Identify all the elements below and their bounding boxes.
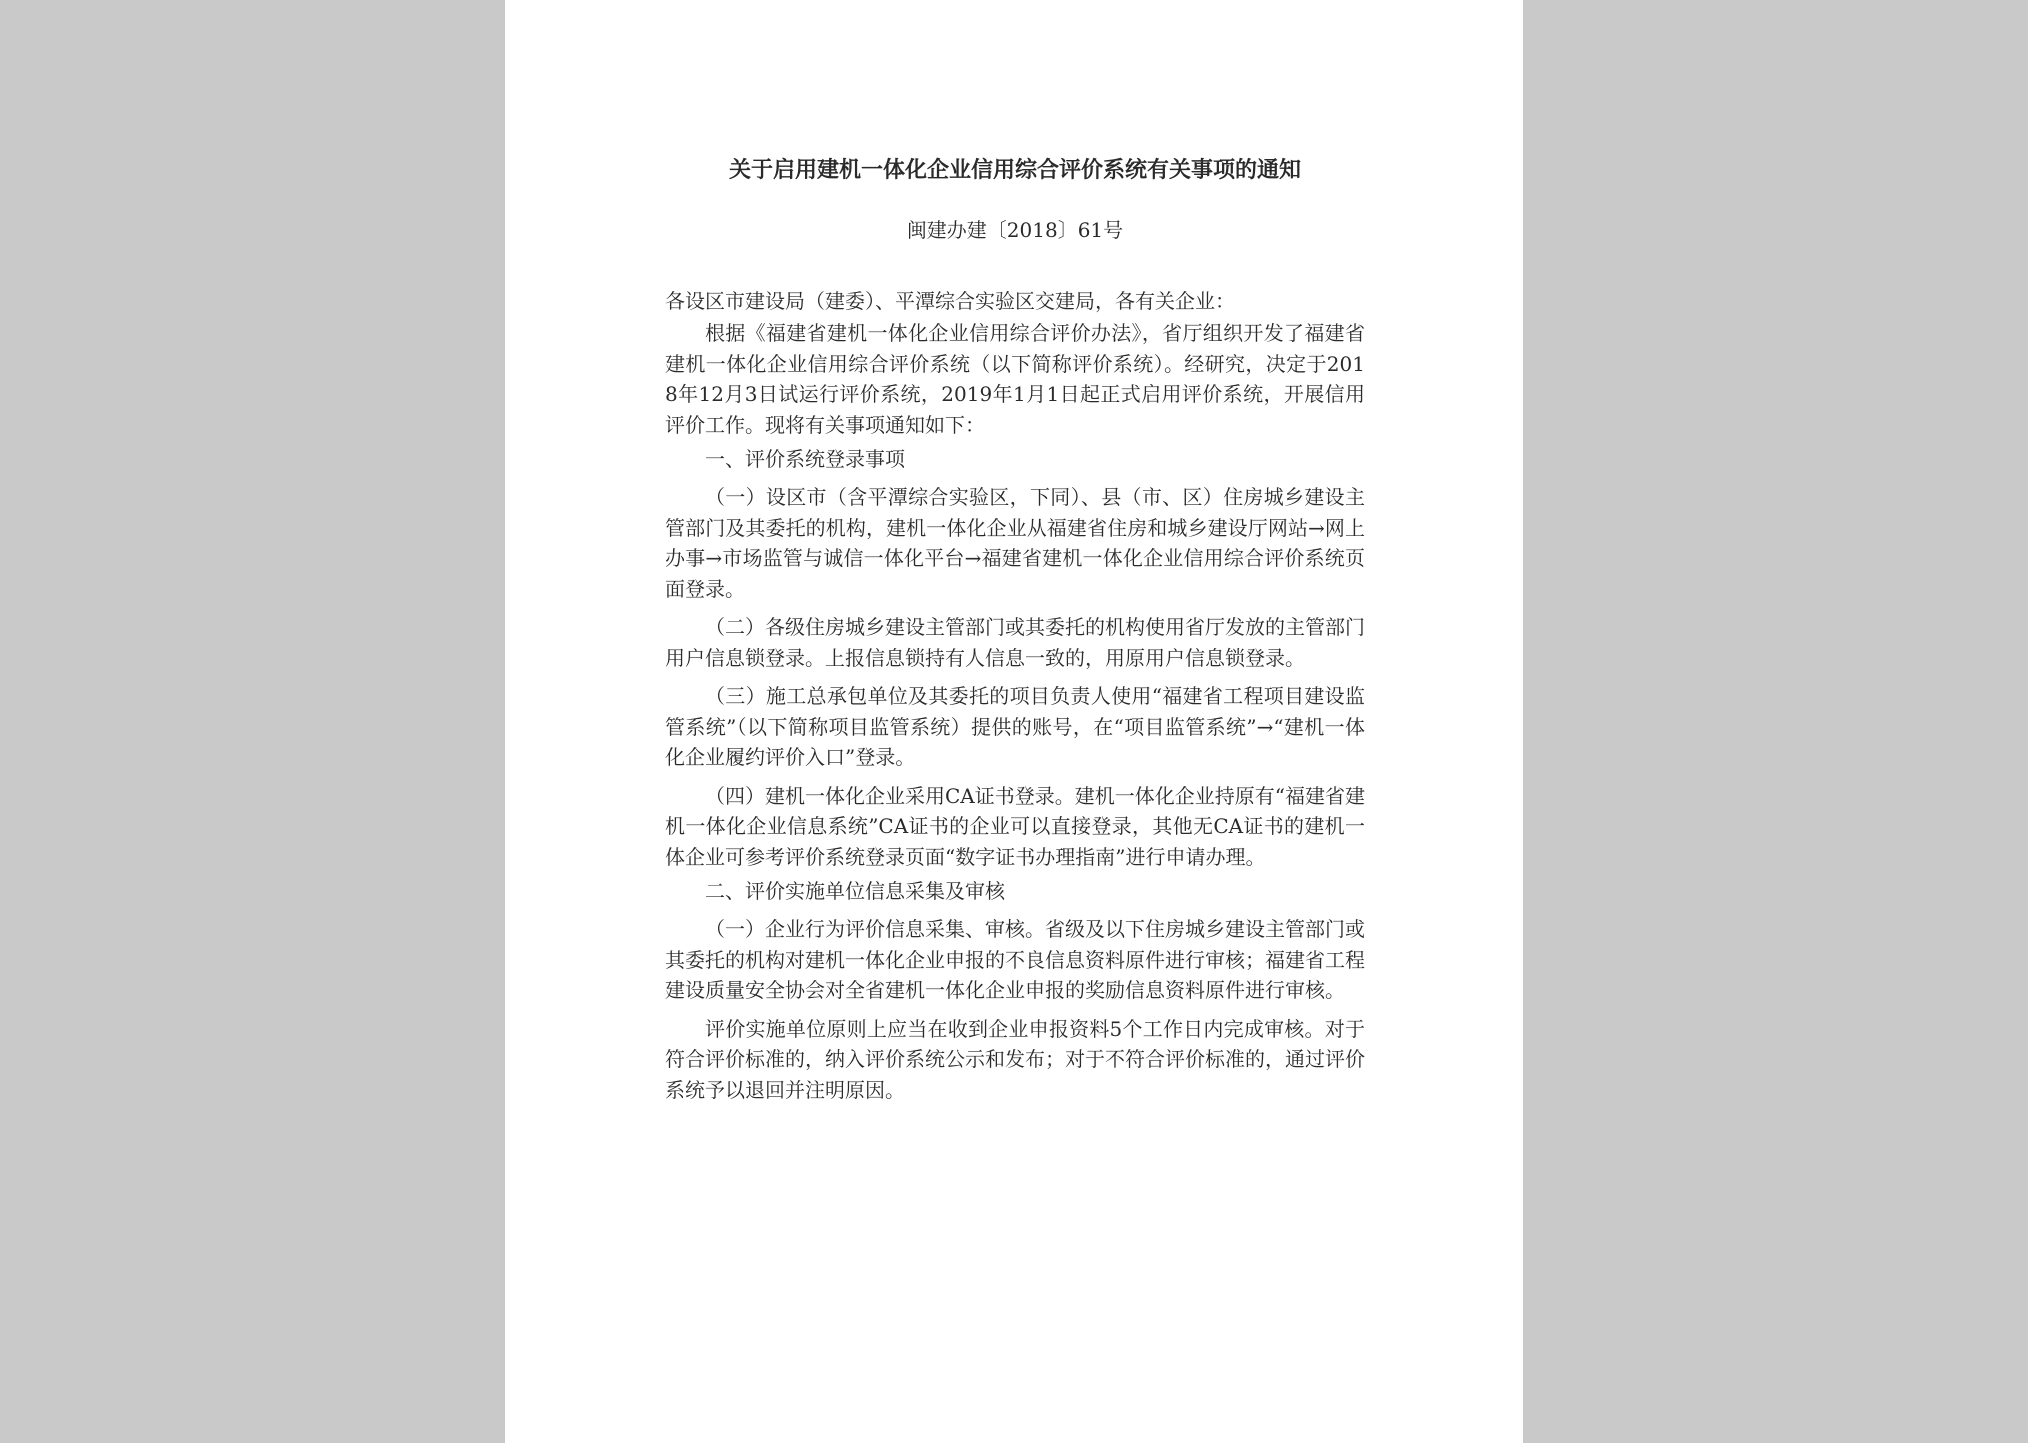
section-2-item-2: 评价实施单位原则上应当在收到企业申报资料5个工作日内完成审核。对于符合评价标准的，纳入评价系统公示和发布；对于不符合评价标准的，通过评价系统予以退回并注明原因。 xyxy=(665,1016,1365,1102)
section-2-heading: 二、评价实施单位信息采集及审核 xyxy=(705,879,1005,903)
section-1-heading: 一、评价系统登录事项 xyxy=(705,447,905,471)
section-1-item-3: （三）施工总承包单位及其委托的项目负责人使用“福建省工程项目建设监管系统”（以下简称项目监管系统）提供的账号，在“项目监管系统”→“建机一体化企业履约评价入口”登录。 xyxy=(665,684,1365,769)
section-1-item-2: （二）各级住房城乡建设主管部门或其委托的机构使用省厅发放的主管部门用户信息锁登录。上报信息锁持有人信息一致的，用原用户信息锁登录。 xyxy=(665,615,1365,670)
section-1-item-4: （四）建机一体化企业采用CA证书登录。建机一体化企业持原有“福建省建机一体化企业信息系统”CA证书的企业可以直接登录，其他无CA证书的建机一体企业可参考评价系统登录页面“数字证书办理指南”进行申请办理。 xyxy=(665,783,1365,869)
salutation: 各设区市建设局（建委）、平潭综合实验区交建局，各有关企业： xyxy=(665,289,1235,313)
document-content xyxy=(665,150,1365,1105)
section-2-item-1: （一）企业行为评价信息采集、审核。省级及以下住房城乡建设主管部门或其委托的机构对建机一体化企业申报的不良信息资料原件进行审核；福建省工程建设质量安全协会对全省建机一体化企业申报的奖励信息资料原件进行审核。 xyxy=(665,917,1365,1002)
intro-paragraph: 根据《福建省建机一体化企业信用综合评价办法》，省厅组织开发了福建省建机一体化企业信用综合评价系统（以下简称评价系统）。经研究，决定于2018年12月3日试运行评价系统，2019年1月1日起正式启用评价系统，开展信用评价工作。现将有关事项通知如下： xyxy=(665,321,1365,437)
document-title: 关于启用建机一体化企业信用综合评价系统有关事项的通知 xyxy=(728,158,1301,183)
section-1-item-1: （一）设区市（含平潭综合实验区，下同）、县（市、区）住房城乡建设主管部门及其委托的机构，建机一体化企业从福建省住房和城乡建设厅网站→网上办事→市场监管与诚信一体化平台→福建省建机一体化企业信用综合评价系统页面登录。 xyxy=(665,485,1365,601)
document-number: 闽建办建〔2018〕61号 xyxy=(906,218,1124,242)
document-page xyxy=(505,0,1523,1443)
